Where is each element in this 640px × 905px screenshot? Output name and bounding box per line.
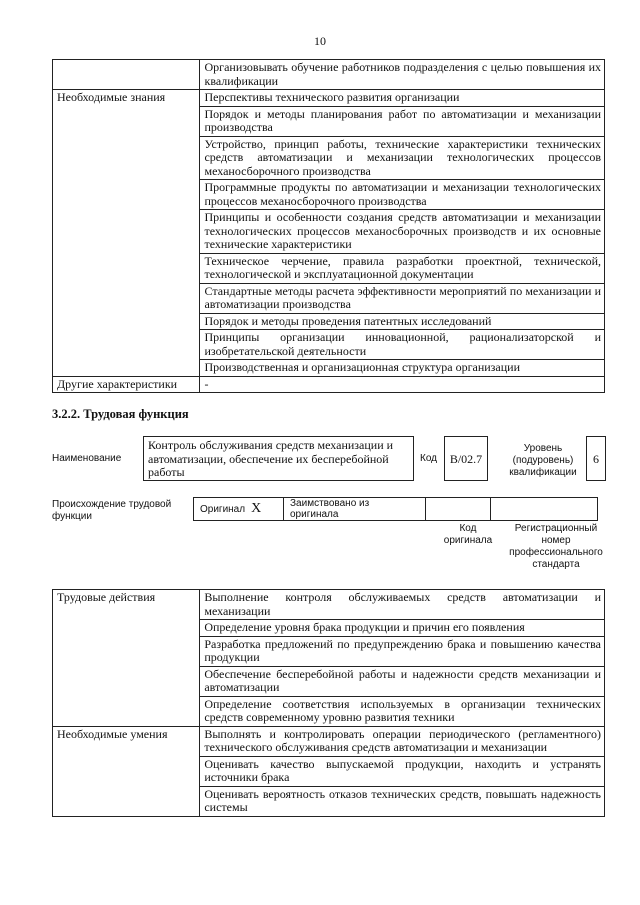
original-label: Оригинал [200,504,246,515]
row-label-knowledge: Необходимые знания [53,90,200,377]
page-number: 10 [314,34,326,48]
original-mark: X [251,501,262,516]
table-cell: Порядок и методы планирования работ по автоматизации и механизации производства [200,106,605,136]
origin-code-cell [426,498,491,521]
level-label: Уровень (подуровень) квалификации [509,443,577,478]
origin-table [193,497,598,521]
code-original-label: Код оригинала [443,523,493,546]
name-label: Наименование [52,453,122,464]
table-cell: Программные продукты по автоматизации и механизации технологических процессов механосборочного производства [200,180,605,210]
borrowed-label: Заимствовано из оригинала [290,498,370,520]
table-cell: Техническое черчение, правила разработки проектной, технической, технологической и эксплуатационной документации [200,253,605,283]
table-cell: Принципы организации инновационной, рационализаторской и изобретательской деятельности [200,330,605,360]
row-label-skills: Необходимые умения [53,726,200,816]
origin-label: Происхождение трудовой функции [52,499,172,522]
table-cell: Организовывать обучение работников подразделения с целью повышения их квалификации [200,60,605,90]
table-cell: Производственная и организационная структура организации [200,360,605,377]
row-label-actions: Трудовые действия [53,590,200,727]
table-cell: Оценивать вероятность отказов технических средств, повышать надежность системы [200,786,605,816]
qualification-level: 6 [586,436,606,481]
code-label: Код [420,453,438,464]
table-cell: Определение уровня брака продукции и причин его появления [200,620,605,637]
origin-original-cell [194,498,284,521]
knowledge-table [52,59,605,393]
function-code: B/02.7 [444,436,488,481]
table-cell: Обеспечение бесперебойной работы и надежности средств механизации и автоматизации [200,666,605,696]
row-label-empty [53,60,200,90]
table-cell: Выполнять и контролировать операции периодического (регламентного) технического обслуживания средств автоматизации и механизации [200,726,605,756]
origin-borrowed-cell [284,498,426,521]
reg-number-label: Регистрационный номер профессионального стандарта [509,523,603,570]
table-cell: Порядок и методы проведения патентных исследований [200,313,605,330]
table-cell: Разработка предложений по предупреждению брака и повышению качества продукции [200,636,605,666]
table-cell: Оценивать качество выпускаемой продукции, находить и устранять источники брака [200,756,605,786]
table-cell: Определение соответствия используемых в организации технических средств современному уровню развития техники [200,696,605,726]
table-cell: Устройство, принцип работы, технические характеристики технических средств автоматизации и механизации технологических процессов механосборочного производства [200,136,605,180]
origin-reg-cell [491,498,598,521]
table-cell: Перспективы технического развития организации [200,90,605,107]
row-label-other: Другие характеристики [53,376,200,393]
table-cell: Стандартные методы расчета эффективности мероприятий по механизации и автоматизации производства [200,283,605,313]
function-name: Контроль обслуживания средств механизации и автоматизации, обеспечение их бесперебойной работы [143,436,414,481]
table-cell: - [200,376,605,393]
section-heading: 3.2.2. Трудовая функция [52,407,189,421]
table-cell: Принципы и особенности создания средств автоматизации и механизации технологических процессов механосборочных производств и их основные технические характеристики [200,210,605,254]
table-cell: Выполнение контроля обслуживаемых средств автоматизации и механизации [200,590,605,620]
actions-table [52,589,605,817]
